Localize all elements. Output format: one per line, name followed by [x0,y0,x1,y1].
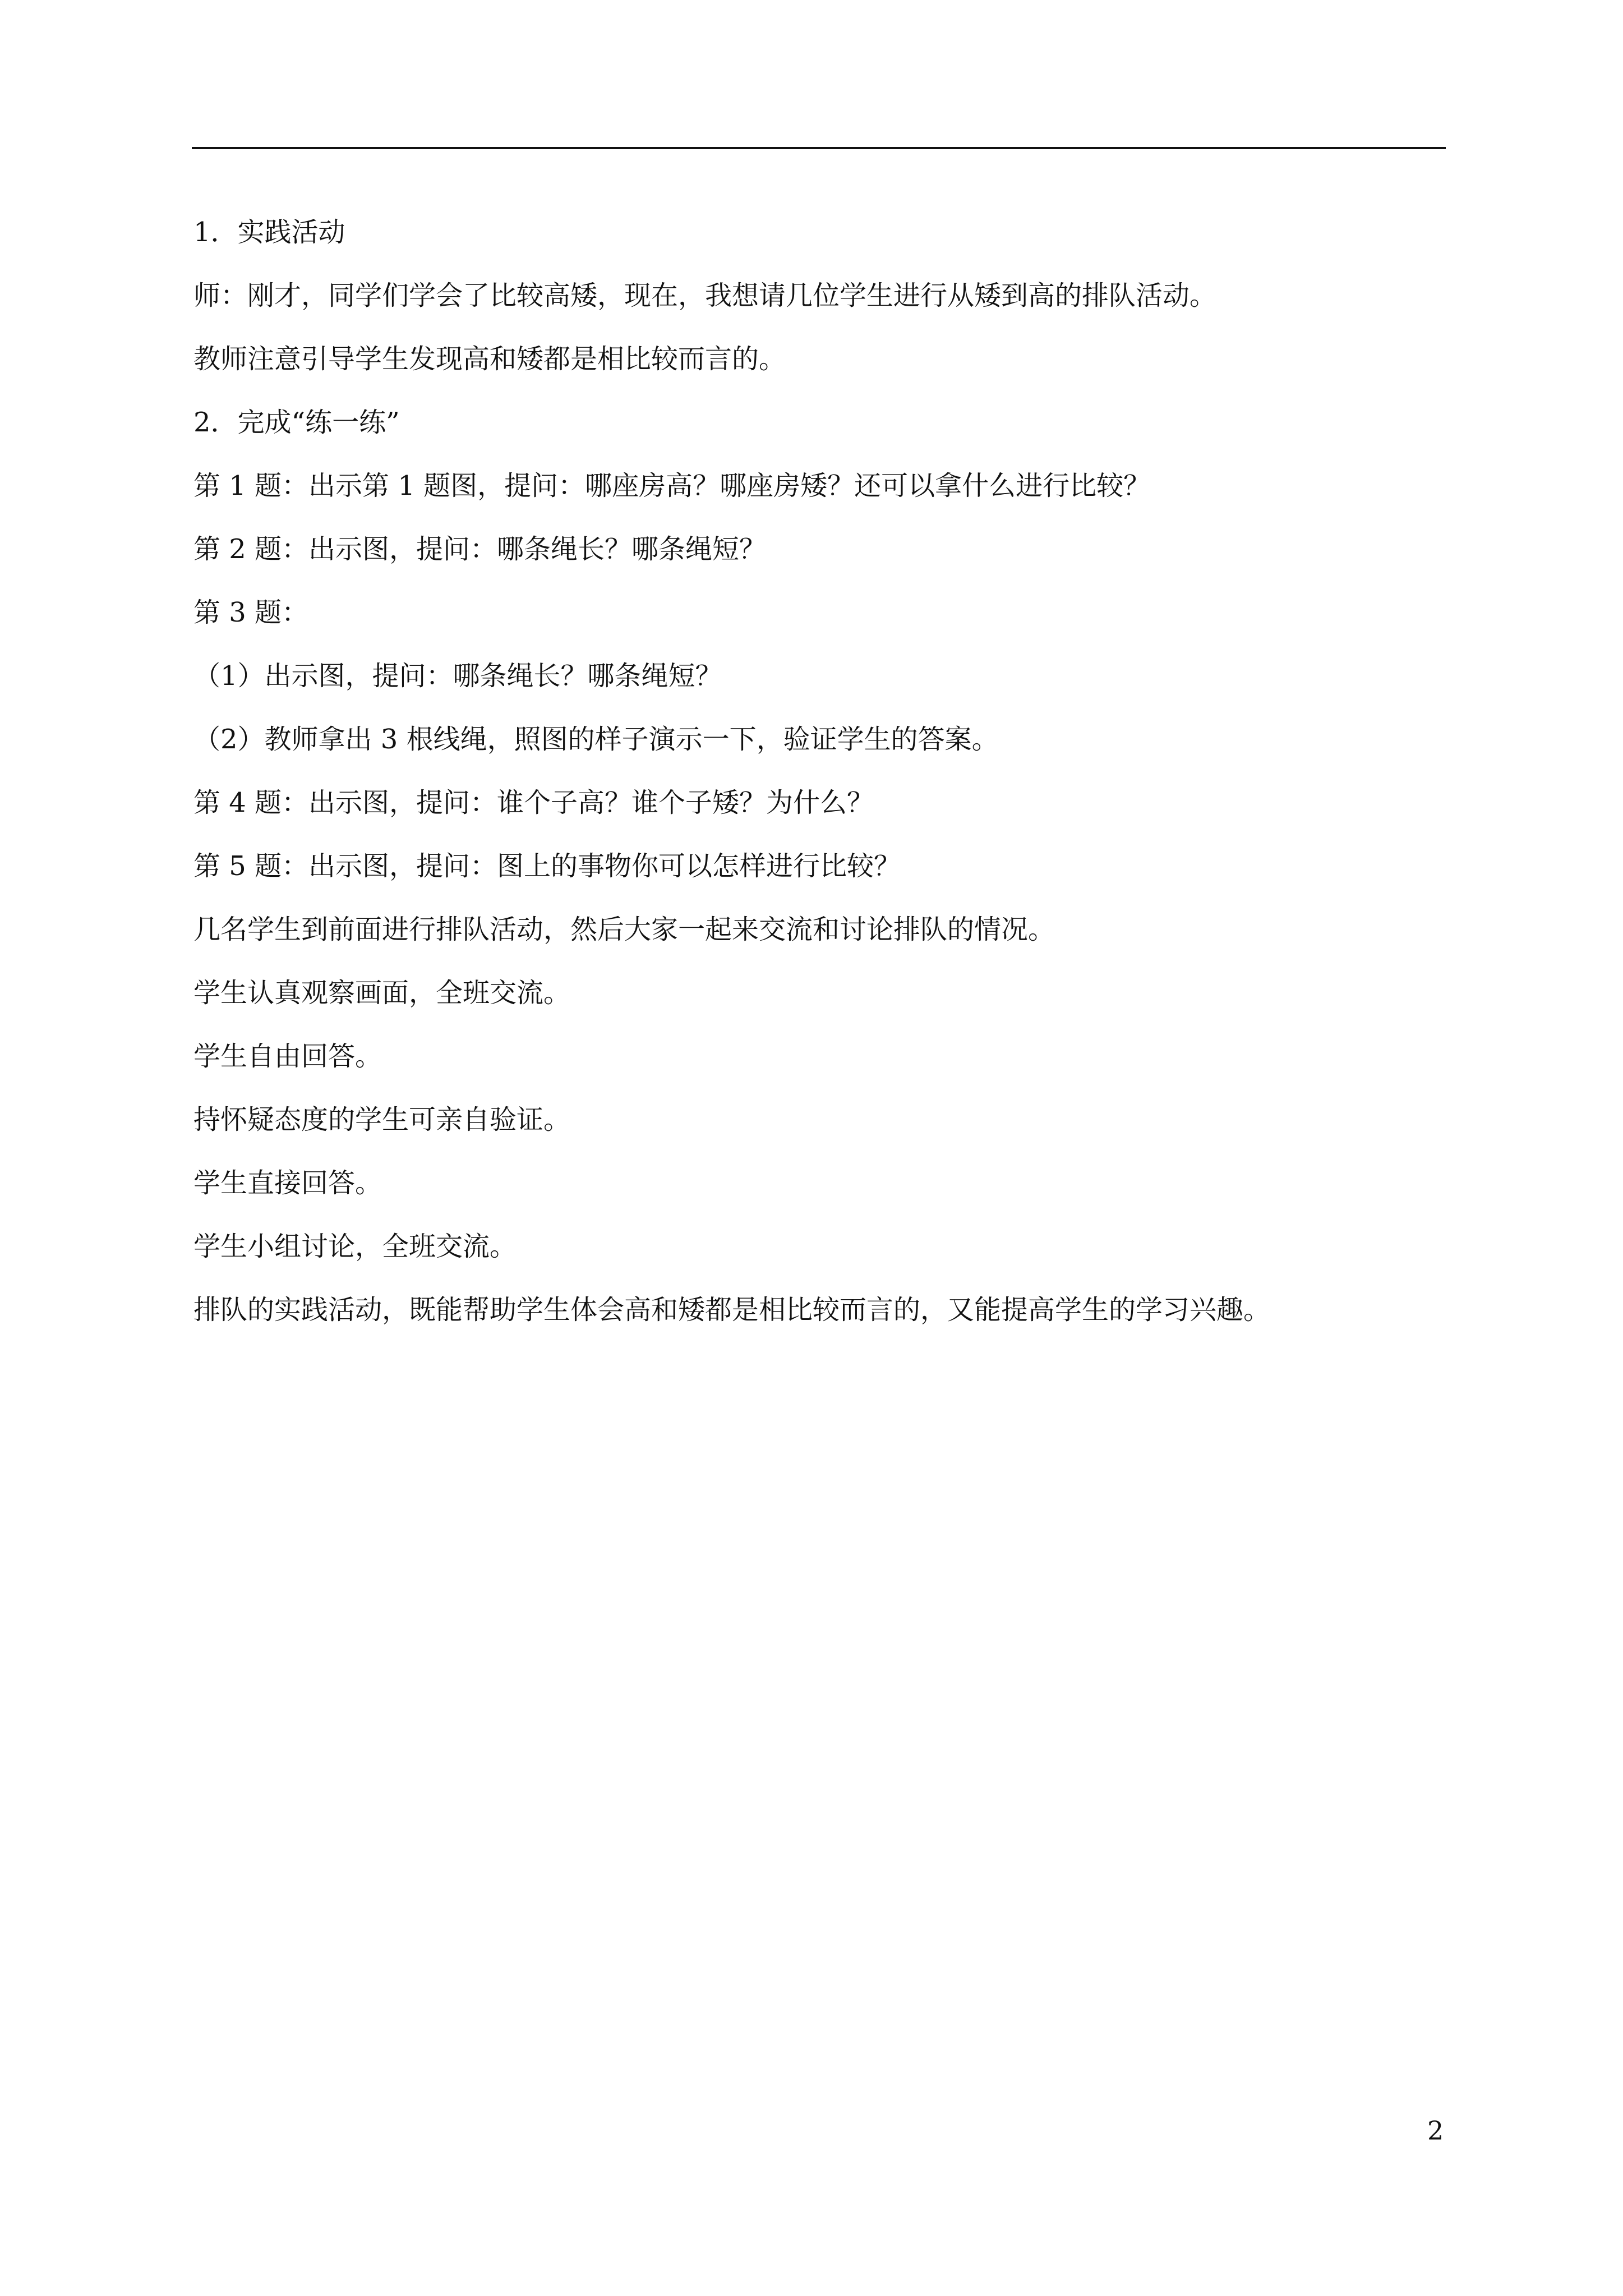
paragraph-line: 师：刚才，同学们学会了比较高矮，现在，我想请几位学生进行从矮到高的排队活动。 [193,280,1217,311]
header-rule [192,147,1446,149]
section-heading-practice-activity: 1．实践活动 [193,217,345,248]
exercise-subitem: （2）教师拿出 3 根线绳，照图的样子演示一下，验证学生的答案。 [193,724,999,755]
document-body [193,213,1450,1354]
paragraph-line: 学生自由回答。 [193,1041,382,1072]
exercise-item: 第 4 题：出示图，提问：谁个子高？谁个子矮？为什么？ [193,787,874,818]
paragraph-line: 排队的实践活动，既能帮助学生体会高和矮都是相比较而言的，又能提高学生的学习兴趣。 [193,1294,1271,1326]
exercise-item: 第 5 题：出示图，提问：图上的事物你可以怎样进行比较？ [193,850,901,882]
paragraph-line: 持怀疑态度的学生可亲自验证。 [193,1104,571,1135]
paragraph-line: 学生小组讨论，全班交流。 [193,1231,517,1262]
exercise-subitem: （1）出示图，提问：哪条绳长？哪条绳短？ [193,660,722,692]
exercise-item: 第 3 题： [193,597,309,628]
exercise-item: 第 1 题：出示第 1 题图，提问：哪座房高？哪座房矮？还可以拿什么进行比较？ [193,470,1151,501]
page-number: 2 [1427,2115,1444,2146]
paragraph-line: 学生直接回答。 [193,1167,382,1199]
exercise-item: 第 2 题：出示图，提问：哪条绳长？哪条绳短？ [193,533,767,565]
section-heading-exercise: 2．完成“练一练” [193,407,400,438]
paragraph-line: 学生认真观察画面，全班交流。 [193,977,571,1009]
paragraph-line: 几名学生到前面进行排队活动，然后大家一起来交流和讨论排队的情况。 [193,914,1055,945]
paragraph-line: 教师注意引导学生发现高和矮都是相比较而言的。 [193,343,786,375]
